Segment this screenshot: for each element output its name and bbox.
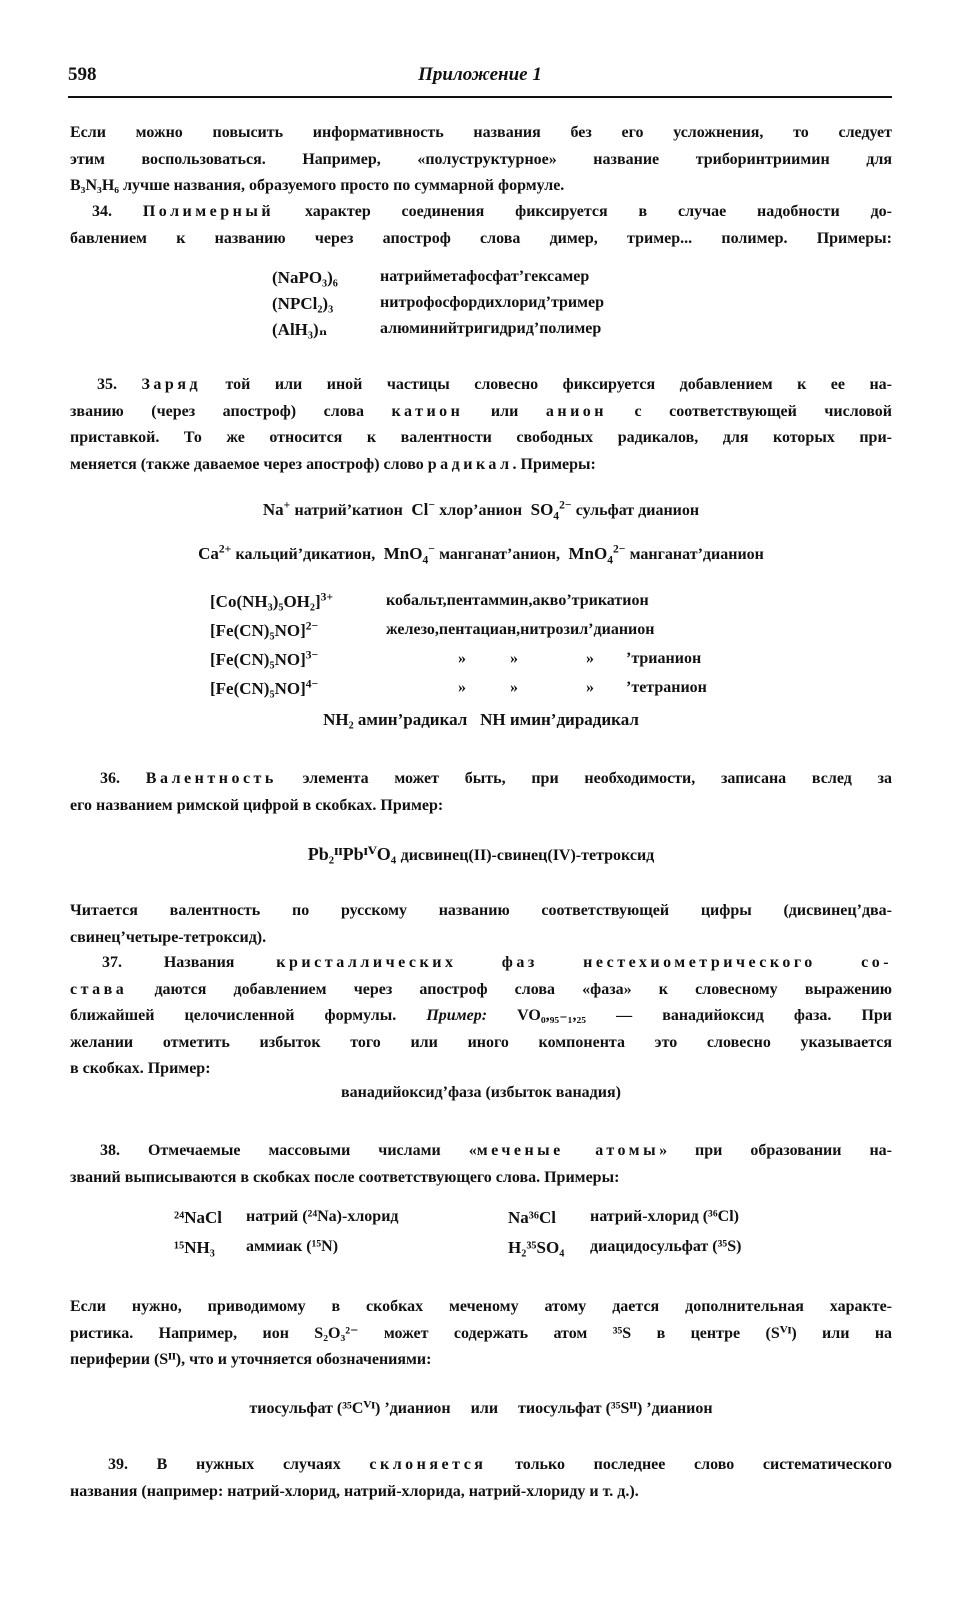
text-run: — ванадийоксид фаза. При [616, 1007, 893, 1024]
text-line [70, 173, 892, 200]
text-run: Отмечаемые массовыми числами « [147, 1142, 477, 1159]
text-run: » при образовании на- [659, 1142, 893, 1159]
formula [210, 650, 318, 670]
polymer-examples [272, 268, 692, 346]
compound-name: ’тетранион [626, 679, 707, 696]
text-line [70, 1452, 892, 1479]
text-run: В нужных случаях [156, 1456, 341, 1473]
connector-word: или [470, 1400, 499, 1417]
formula-sub: 4 [607, 553, 614, 567]
formula [210, 621, 318, 641]
text-line: названия (например: натрий-хлорид, натрий-хлорида, натрий-хлориду и т. д.). [70, 1482, 639, 1500]
formula-base: MnO [568, 544, 608, 563]
paragraph-number: 35. [97, 376, 117, 393]
example-row [210, 592, 770, 621]
compound-name: нитрофосфордихлорид’тример [380, 294, 605, 311]
text-run: ристика. Например, ион [70, 1324, 289, 1342]
paragraph-number: 34. [92, 203, 112, 220]
text-run: даются добавлением через апостроф слова «фаза» к словесному выражению [154, 980, 893, 998]
text-run: . Примеры: [512, 455, 596, 473]
formula-sub: 4 [553, 509, 560, 523]
text-run: в центре (Sⱽᴵ) или на [656, 1324, 893, 1342]
charge-sup: 3+ [320, 590, 334, 604]
formula-base: SO [530, 500, 554, 519]
compound-name: диацидосульфат (³⁵S) [590, 1238, 742, 1255]
charge-sup: 2− [559, 498, 572, 512]
text-run: характер соединения фиксируется в случае надобности до- [304, 203, 893, 220]
formula-base: [Fe(CN)₅NO] [210, 679, 306, 698]
spaced-term: анион [545, 402, 608, 420]
page-number: 598 [68, 64, 97, 85]
spaced-term: катион [391, 402, 464, 420]
text-line [70, 452, 892, 479]
spaced-term: Заряд [141, 376, 202, 393]
charge-examples-row-1 [70, 498, 892, 523]
text-line: Читается валентность по русскому названию соответствующей цифры (дисвинец’два- [70, 902, 892, 919]
formula [210, 679, 318, 699]
text-run: лучше названия, образуемого просто по суммарной формуле. [123, 177, 565, 194]
compound-name: натрий (²⁴Na)-хлорид [246, 1208, 399, 1225]
text-line [70, 372, 892, 399]
spaced-term: Полимерный [142, 203, 275, 220]
text-run: элемента может быть, при необходимости, записана вслед за [302, 770, 893, 787]
formula: (NaPO₃)₆ [272, 268, 338, 287]
paragraph-number: 37. [102, 954, 122, 971]
ditto-mark: » [586, 679, 594, 696]
paragraph-number: 38. [100, 1142, 120, 1159]
formula [263, 500, 290, 519]
paragraph-38-continued [70, 1294, 892, 1374]
charge-sup: − [428, 498, 435, 512]
paragraph-39 [70, 1452, 892, 1505]
example-expression: тиосульфат (³⁵Cⱽᴵ) ’дианион [249, 1400, 451, 1417]
charge-sup: 3− [305, 648, 319, 662]
example-row [210, 621, 770, 650]
text-line [70, 977, 892, 1004]
spaced-term: радикал [427, 455, 513, 473]
text-line: званий выписываются в скобках после соответствующего слова. Примеры: [70, 1168, 620, 1186]
text-run: с соответствующей числовой [634, 402, 893, 420]
header-rule [68, 96, 892, 98]
charge-sup: − [428, 542, 435, 556]
example-row [272, 320, 692, 346]
charge-sup: 2+ [218, 542, 232, 556]
example-row [272, 294, 692, 320]
example-row [174, 1238, 814, 1268]
formula: (NPCl₂)₃ [272, 294, 334, 313]
text-line [70, 1138, 892, 1165]
example-row [174, 1208, 814, 1238]
compound-name: кальций’дикатион, [235, 546, 376, 563]
text-line [70, 399, 892, 426]
formula [568, 542, 626, 567]
complex-ion-examples [210, 592, 770, 708]
text-line [70, 1321, 892, 1348]
compound-name: хлор’анион [439, 502, 523, 519]
compound-name: дисвинец(II)-свинец(IV)-тетроксид [400, 847, 655, 864]
spaced-term: меченые атомы [476, 1142, 660, 1159]
formula [383, 542, 435, 567]
spaced-term: кристаллических фаз нестехиометрического со- [276, 954, 893, 971]
text-line [70, 766, 892, 793]
text-run: меняется (также даваемое через апостроф) слово [70, 455, 424, 473]
text-run: званию (через апостроф) слова [70, 402, 364, 420]
intro-paragraph [70, 120, 892, 200]
compound-name: натрий’катион [294, 502, 403, 519]
ditto-mark: » [510, 650, 518, 667]
formula-base: [Fe(CN)₅NO] [210, 650, 306, 669]
text-line: приставкой. То же относится к валентности свободных радикалов, для которых при- [70, 429, 892, 446]
formula: Pb₂ᴵᴵPbᴵⱽO₄ [307, 844, 397, 864]
text-run: ближайшей целочисленной формулы. [70, 1007, 397, 1024]
example-row [210, 650, 770, 679]
spaced-term: става [70, 980, 128, 998]
valence-example [70, 844, 892, 865]
text-run: только последнее слово систематического [515, 1456, 893, 1473]
compound-name: железо,пентациан,нитрозил’дианион [386, 621, 655, 638]
text-line: в скобках. Пример: [70, 1060, 211, 1077]
paragraph-35 [70, 372, 892, 478]
formula-base: [Co(NH₃)₅OH₂] [210, 592, 321, 611]
text-run: Названия [163, 954, 235, 971]
formula-base: Na [262, 500, 284, 519]
text-run: или [490, 402, 519, 420]
text-line: бавлением к названию через апостроф слова димер, тример... полимер. Примеры: [70, 229, 892, 247]
compound-name: аммиак (¹⁵N) [246, 1238, 339, 1255]
formula: Na³⁶Cl [508, 1208, 556, 1227]
compound-name: сульфат дианион [575, 502, 700, 519]
formula: VO₀,₉₅₋₁,₂₅ [517, 1007, 587, 1024]
ditto-mark: » [586, 650, 594, 667]
compound-name: натрий-хлорид (³⁶Cl) [590, 1208, 739, 1225]
formula: S₂O₃²⁻ [314, 1324, 359, 1342]
paragraph-37 [70, 950, 892, 1083]
text-line [70, 199, 892, 226]
thiosulfate-examples [70, 1398, 892, 1418]
formula-sub: 4 [422, 553, 429, 567]
ditto-mark: » [458, 650, 466, 667]
ditto-mark: » [510, 679, 518, 696]
paragraph-34 [70, 199, 892, 252]
compound-name: ’трианион [626, 650, 702, 667]
isotope-examples [174, 1208, 814, 1268]
charge-examples-row-2 [70, 542, 892, 567]
paragraph-36 [70, 766, 892, 819]
charge-sup: 2− [613, 542, 626, 556]
formula [411, 500, 435, 519]
text-line [70, 1003, 892, 1030]
compound-name: алюминийтригидрид’полимер [380, 320, 602, 337]
formula [530, 498, 572, 523]
compound-name: манганат’дианион [629, 546, 764, 563]
example-row [272, 268, 692, 294]
paragraph-number: 39. [108, 1456, 128, 1473]
example-expression: тиосульфат (³⁵Sᴵᴵ) ’дианион [518, 1400, 713, 1417]
formula: (AlH₃)ₙ [272, 320, 328, 339]
formula: B₃N₃H₆ [70, 177, 120, 194]
paragraph-36-continued [70, 898, 892, 951]
text-line: Если нужно, приводимому в скобках меченому атому дается дополнительная характе- [70, 1298, 892, 1315]
ditto-mark: » [458, 679, 466, 696]
formula-base: [Fe(CN)₅NO] [210, 621, 306, 640]
formula: H₂³⁵SO₄ [508, 1238, 565, 1257]
formula-base: Cl [411, 500, 429, 519]
text-line: периферии (Sᴵᴵ), что и уточняется обозначениями: [70, 1351, 432, 1368]
text-line: свинец’четыре-тетроксид). [70, 928, 267, 946]
formula: ²⁴NaCl [174, 1208, 222, 1227]
text-line: этим воспользоваться. Например, «полуструктурное» название триборинтриимин для [70, 150, 892, 168]
italic-label: Пример: [426, 1007, 488, 1024]
page-header [68, 64, 892, 94]
charge-sup: 4− [305, 677, 319, 691]
formula [198, 544, 231, 563]
spaced-term: склоняется [369, 1456, 487, 1473]
radical-examples: NH₂ амин’радикал NH имин’дирадикал [323, 710, 639, 729]
spaced-term: Валентность [145, 770, 277, 787]
charge-sup: 2− [305, 619, 319, 633]
charge-sup: + [283, 498, 291, 512]
paragraph-number: 36. [100, 770, 120, 787]
formula-base: MnO [383, 544, 423, 563]
formula [210, 592, 333, 612]
paragraph-38 [70, 1138, 892, 1191]
formula: ¹⁵NH₃ [174, 1238, 215, 1257]
formula: ³⁵S [612, 1324, 632, 1342]
example-row [210, 679, 770, 708]
compound-name: кобальт,пентаммин,аквo’трикатион [386, 592, 649, 609]
text-line [70, 950, 892, 977]
compound-name: натрийметафосфат’гексамер [380, 268, 590, 285]
compound-name: манганат’анион, [439, 546, 561, 563]
text-run: может содержать атом [383, 1324, 588, 1342]
formula-base: Ca [198, 544, 219, 563]
text-line: желании отметить избыток того или иного компонента это словесно указывается [70, 1033, 892, 1051]
text-line: его названием римской цифрой в скобках. Пример: [70, 796, 444, 814]
phase-example: ванадийоксид’фаза (избыток ванадия) [341, 1084, 621, 1101]
text-run: той или иной частицы словесно фиксируется добавлением к ее на- [225, 376, 893, 393]
running-title: Приложение 1 [418, 64, 542, 85]
text-line: Если можно повысить информативность названия без его усложнения, то следует [70, 124, 892, 141]
